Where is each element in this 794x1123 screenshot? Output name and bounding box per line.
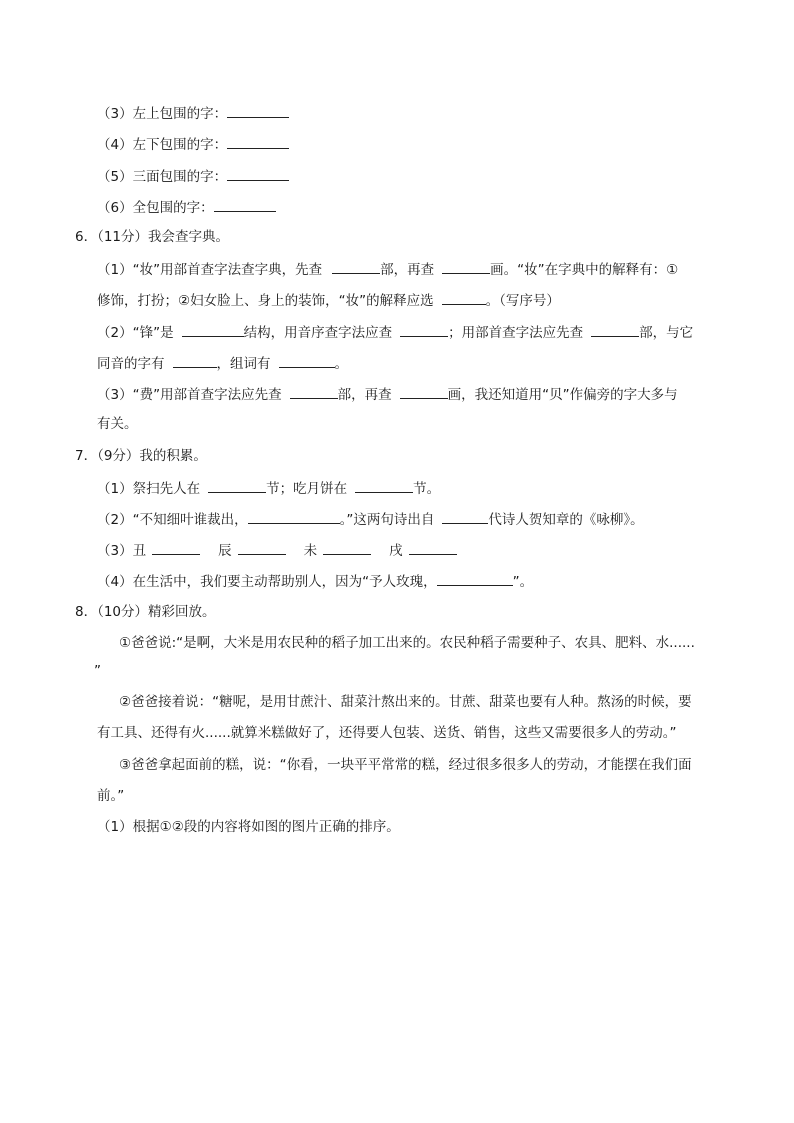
q6-p3-line1: （3）“费”用部首查字法应先查 部，再查 画，我还知道用“贝”作偏旁的字大多与	[97, 384, 678, 402]
answer-blank[interactable]	[173, 353, 217, 368]
answer-blank[interactable]	[238, 540, 286, 555]
q5-item-5: （5）三面包围的字：	[97, 166, 289, 184]
q8-title: 8．（10分）精彩回放。	[75, 604, 216, 620]
q6-p2-line2: 同音的字有 ，组词有 。	[97, 353, 348, 371]
q8-para2-line2: 有工具、还得有火......就算米糕做好了，还得要人包装、送货、销售，这些又需要很多人的劳动。”	[97, 725, 677, 741]
answer-blank[interactable]	[208, 478, 266, 493]
q8-para1-line2: ”	[94, 663, 101, 679]
q8-para3-line1: ③爸爸拿起面前的糕，说：“你看，一块平平常常的糕，经过很多很多人的劳动，才能摆在我们面	[119, 757, 692, 773]
q6-p1-line2: 修饰，打扮；②妇女脸上、身上的装饰，“妆”的解释应选 。（写序号）	[97, 290, 560, 308]
q6-title: 6．（11分）我会查字典。	[75, 229, 230, 245]
answer-blank[interactable]	[409, 540, 457, 555]
answer-blank[interactable]	[332, 259, 380, 274]
answer-blank[interactable]	[214, 197, 276, 212]
q7-p2: （2）“不知细叶谁裁出， 。”这两句诗出自 代诗人贺知章的《咏柳》。	[97, 509, 644, 527]
answer-blank[interactable]	[248, 509, 340, 524]
q8-para1-line1: ①爸爸说:“是啊，大米是用农民种的稻子加工出来的。农民种稻子需要种子、农具、肥料、水......	[119, 635, 695, 651]
q6-p3-line2: 有关。	[97, 416, 138, 432]
q8-sub1: （1）根据①②段的内容将如图的图片正确的排序。	[97, 819, 400, 835]
q7-p1: （1）祭扫先人在 节；吃月饼在 节。	[97, 478, 440, 496]
q5-item-6: （6）全包围的字：	[97, 197, 276, 215]
answer-blank[interactable]	[227, 103, 289, 118]
answer-blank[interactable]	[400, 322, 448, 337]
answer-blank[interactable]	[227, 166, 289, 181]
q6-p1-line1: （1）“妆”用部首查字法查字典，先查 部，再查 画。“妆”在字典中的解释有：①	[97, 259, 678, 277]
answer-blank[interactable]	[279, 353, 335, 368]
q5-item-3: （3）左上包围的字：	[97, 103, 289, 121]
q5-item-4: （4）左下包围的字：	[97, 134, 289, 152]
answer-blank[interactable]	[400, 384, 448, 399]
answer-blank[interactable]	[355, 478, 413, 493]
answer-blank[interactable]	[290, 384, 338, 399]
answer-blank[interactable]	[323, 540, 371, 555]
q7-p3: （3）丑 辰 未 戌	[97, 540, 457, 558]
q8-para3-line2: 前。”	[97, 788, 125, 804]
answer-blank[interactable]	[437, 571, 513, 586]
answer-blank[interactable]	[442, 259, 490, 274]
answer-blank[interactable]	[591, 322, 639, 337]
q7-title: 7．（9分）我的积累。	[75, 448, 207, 464]
answer-blank[interactable]	[227, 134, 289, 149]
answer-blank[interactable]	[442, 290, 486, 305]
q7-p4: （4）在生活中，我们要主动帮助别人，因为“予人玫瑰， ”。	[97, 571, 533, 589]
answer-blank[interactable]	[442, 509, 488, 524]
q6-p2-line1: （2）“锋”是 结构，用音序查字法应查 ；用部首查字法应先查 部，与它	[97, 322, 693, 340]
q8-para2-line1: ②爸爸接着说：“糖呢，是用甘蔗汁、甜菜汁熬出来的。甘蔗、甜菜也要有人种。熬汤的时候，要	[119, 694, 692, 710]
answer-blank[interactable]	[182, 322, 244, 337]
answer-blank[interactable]	[152, 540, 200, 555]
